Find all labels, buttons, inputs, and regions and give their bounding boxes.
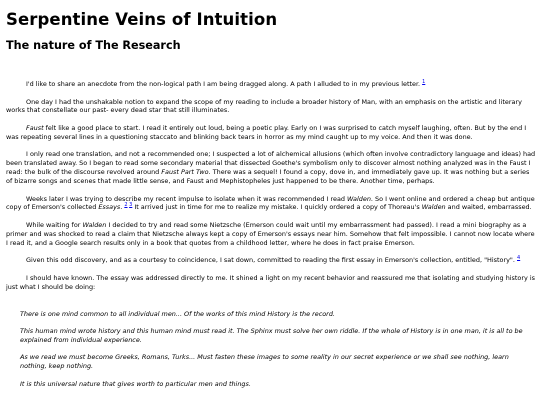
quote-line: There is one mind common to all individual men... Of the works of this mind History is the record. [20, 309, 335, 318]
paragraph-3 [6, 124, 536, 142]
paragraph-6 [6, 221, 536, 248]
emphasis-walden: Walden [347, 194, 371, 203]
paragraph-text: Given this odd discovery, and as a courtesy to coincidence, I sat down, committed to reading the first essay in Emerson's collection, entitled, "History". [26, 256, 517, 265]
paragraph-text: . So I went online and ordered a cheap but antique copy of Emerson's collected [6, 194, 535, 212]
paragraph-text: and waited, embarrassed. [445, 203, 532, 212]
paragraph-text: It arrived just in time for me to realize my mistake. I quickly ordered a copy of Thoreau's [132, 203, 422, 212]
footnote-link-3[interactable]: 3 [129, 202, 133, 209]
paragraph-5 [6, 195, 536, 213]
emphasis-faust-part-two: Faust Part Two [161, 168, 209, 177]
page-title: Serpentine Veins of Intuition [6, 10, 278, 29]
footnote-link-2[interactable]: 2 [124, 202, 128, 209]
paragraph-text: felt like a good place to start. I read it entirely out loud, being a poetic play. Early on I was surprised to catch myself laughing, often. But by the end I was repeating several lines in a questioning staccato and blinking back tears in horror as my mind caught up to my voice. And then it was done. [6, 123, 527, 141]
paragraph-text: I only read one translation, and not a recommended one; I suspected a lot of alchemical allusions (which often involve contradictory language and ideas) had been translated away. So I began to read some secondary material that dissected Goethe's symbolism only to discover almost nothing analyzed was in the Faust I read: the bulk of the discourse revolved around [6, 150, 536, 177]
paragraph-text: Weeks later I was trying to describe my recent impulse to isolate when it was recommended I read [26, 194, 348, 203]
paragraph-text: . [120, 203, 125, 212]
quote-line: As we read we must become Greeks, Romans, Turks... Must fasten these images to some reality in our secret experience or we shall see nothing, learn nothing, keep nothing. [20, 353, 509, 371]
paragraph-8: I should have known. The essay was addressed directly to me. It shined a light on my recent behavior and reassured me that isolating and studying history is just what I should be doing: [6, 273, 536, 291]
emphasis-essays: Essays [98, 203, 121, 212]
paragraph-7 [6, 256, 536, 265]
emphasis-faust: Faust [26, 123, 44, 132]
quote-line: This human mind wrote history and this human mind must read it. The Sphinx must solve her own riddle. If the whole of History is in one man, it is all to be explained from individual experience. [20, 327, 523, 344]
paragraph-2: One day I had the unshakable notion to expand the scope of my reading to include a broader history of Man, with an emphasis on the artistic and literary works that constellate our past- every dead star that still illuminates. [6, 97, 522, 115]
paragraph-text: While waiting for [26, 220, 83, 229]
paragraph-text: I'd like to share an anecdote from the non-logical path I am being dragged along. A path I alluded to in my previous letter. [26, 80, 423, 88]
paragraph-text: . There was a sequel! I found a copy, dove in, and immediately gave up. It was nothing but a series of bizarre songs and scenes that made little sense, and Faust and Mephistopheles just happened to be there. Another time, perhaps. [6, 168, 530, 186]
quote-line: It is this universal nature that gives worth to particular men and things. [20, 379, 251, 388]
footnote-link-4[interactable]: 4 [517, 255, 521, 262]
page-subtitle: The nature of The Research [6, 39, 181, 52]
blockquote [6, 310, 536, 389]
paragraph-1 [6, 80, 536, 89]
footnote-link-1[interactable]: 1 [422, 79, 426, 85]
emphasis-walden: Walden [421, 203, 446, 212]
paragraph-4 [6, 150, 536, 186]
paragraph-text: I decided to try and read some Nietzsche (Emerson could wait until my embarrassment had passed). I read a mini biography as a primer and was shocked to read a claim that Nietzsche always kept a copy of Emerson's essays near him. Somehow that felt impossible. I cannot now locate where I read it, and a Google search results only in a book that quotes from a childhood letter, where he does in fact praise Emerson. [6, 220, 535, 247]
emphasis-walden: Walden [82, 220, 107, 229]
